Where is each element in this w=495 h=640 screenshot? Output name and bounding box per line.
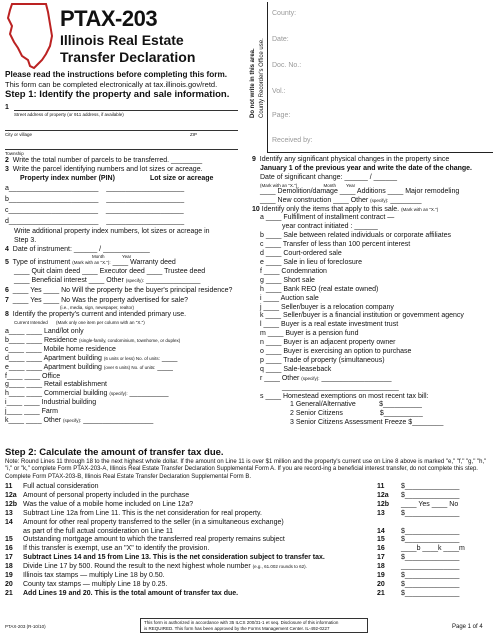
- right-column: [252, 156, 492, 428]
- line18-row[interactable]: 18 Divide Line 17 by 500. Round the result to the next highest whole number (e.g., 61.002 rounds to 62). 18 _______________: [5, 563, 460, 571]
- city-label: City or village: [5, 132, 33, 137]
- line6[interactable]: 6 ____ Yes ____ No Will the property be the buyer's principal residence?: [5, 287, 233, 294]
- sale-item-e[interactable]: e ____ Sale in lieu of foreclosure: [260, 258, 362, 266]
- use-item-f[interactable]: f____ ____ Office: [5, 372, 61, 380]
- date-label: Date:: [272, 36, 289, 43]
- line7-note: (i.e., media, sign, newspaper, realtor): [60, 305, 135, 310]
- use-item-j[interactable]: j____ ____ Farm: [5, 408, 58, 416]
- illinois-map-icon: [6, 2, 54, 70]
- line8-note: (Mark only one item per column with an "X."): [56, 320, 145, 325]
- use-item-a[interactable]: a____ ____ Land/lot only: [5, 328, 84, 335]
- authority-line2: is REQUIRED. This form has been approved by the Forms Management Center. IL-492-0227: [144, 625, 330, 631]
- pin-header: Property index number (PIN): [20, 175, 115, 182]
- line16-row[interactable]: 16 If this transfer is exempt, use an "X" to identify the provision. 16 ____b ____k ____m: [5, 545, 465, 553]
- additional-pins-note-2: Step 3.: [14, 237, 37, 244]
- line10: 10 Identify only the items that apply to this sale. (Mark with an "X."): [252, 205, 439, 213]
- sale-item-q[interactable]: q ____ Sale-leaseback: [260, 365, 332, 373]
- line12b-row[interactable]: 12b Was the value of a mobile home included on Line 12a? 12b ____ Yes ____ No: [5, 500, 459, 508]
- homestead-general[interactable]: 1 General/Alternative $__________: [290, 401, 422, 409]
- form-revision: PTAX-203 (R-10/10): [5, 624, 46, 629]
- line19-row[interactable]: 19 Illinois tax stamps — multiply Line 18 by 0.50. 19 $______________: [5, 572, 460, 580]
- electronic-note: This form can be completed electronically at tax.illinois.gov/retd.: [5, 80, 218, 89]
- use-list: [5, 328, 245, 426]
- vol-label: Vol.:: [272, 88, 286, 95]
- line12a-row[interactable]: 12a Amount of personal property included in the purchase 12a $______________: [5, 491, 460, 499]
- line1-number: 1: [5, 104, 9, 111]
- sale-item-p[interactable]: p ____ Trade of property (simultaneous): [260, 356, 385, 364]
- street-address-field[interactable]: [14, 110, 238, 111]
- township-label: Township: [5, 151, 24, 156]
- additional-pins-note: Write additional property index numbers, lot sizes or acreage in: [14, 228, 210, 235]
- line9: 9 Identify any significant physical changes in the property since: [252, 156, 450, 163]
- line15-row[interactable]: 15 Outstanding mortgage amount to which the transferred real property remains subject 15 $______________: [5, 536, 460, 544]
- sale-item-f[interactable]: f ____ Condemnation: [260, 267, 327, 275]
- use-item-b[interactable]: b____ ____ Residence (single-family, condominium, townhome, or duplex): [5, 336, 181, 344]
- street-label: Street address of property (or 911 address, if available): [14, 112, 124, 117]
- office-box-border: [267, 2, 268, 152]
- form-title-line2: Transfer Declaration: [60, 49, 196, 65]
- step2-lines: [5, 483, 491, 599]
- sale-item-h[interactable]: h ____ Bank REO (real estate owned): [260, 285, 379, 293]
- authority-box: [140, 618, 368, 633]
- sale-item-c[interactable]: c ____ Transfer of less than 100 percent interest: [260, 241, 411, 249]
- received-by-label: Received by:: [272, 137, 313, 144]
- lot-header: Lot size or acreage: [150, 175, 214, 182]
- sale-item-b[interactable]: b ____ Sale between related individuals or corporate affiliates: [260, 232, 451, 240]
- instructions-note: Please read the instructions before completing this form.: [5, 70, 228, 79]
- sale-item-d[interactable]: d ____ Court-ordered sale: [260, 250, 342, 258]
- line8: 8 Identify the property's current and intended primary use.: [5, 311, 187, 318]
- use-item-c[interactable]: c____ ____ Mobile home residence: [5, 345, 116, 353]
- step1-title: Step 1: Identify the property and sale information.: [5, 89, 230, 100]
- pin-row-c[interactable]: c_______________________ ____________________: [5, 207, 184, 214]
- instrument-options-2[interactable]: ____ Beneficial interest ____ Other (specify): ______________: [14, 277, 201, 284]
- step2-title: Step 2: Calculate the amount of transfer tax due.: [5, 447, 224, 458]
- homestead-freeze[interactable]: 3 Senior Citizens Assessment Freeze $________: [290, 419, 444, 427]
- line9-mark: (Mark with an "X.") Month Year: [260, 182, 356, 188]
- office-use-note: Do not write in this area.: [250, 48, 256, 118]
- sale-item-o[interactable]: o ____ Buyer is exercising an option to purchase: [260, 348, 412, 356]
- sale-item-l[interactable]: l ____ Buyer is a real estate investment trust: [260, 321, 399, 329]
- use-item-k[interactable]: k____ ____ Other (specify): __________________: [5, 417, 154, 425]
- pin-row-a[interactable]: a_______________________ ____________________: [5, 185, 185, 192]
- instrument-options-1[interactable]: ____ Quit claim deed ____ Executor deed ____ Trustee deed: [14, 268, 206, 275]
- line9-options-1[interactable]: ____ Demolition/damage ____ Additions ____ Major remodeling: [260, 187, 460, 195]
- zip-label: ZIP: [190, 132, 198, 137]
- line17-row[interactable]: 17 Subtract Lines 14 and 15 from Line 13. This is the net consideration subject to transfer tax. 17 $______________: [5, 554, 460, 562]
- sale-item-n[interactable]: n ____ Buyer is an adjacent property owner: [260, 339, 396, 347]
- doc-no-label: Doc. No.:: [272, 62, 302, 69]
- line14-row: 14 Amount for other real property transferred to the seller (in a simultaneous exchange): [5, 518, 284, 526]
- line21-row[interactable]: 21 Add Lines 19 and 20. This is the total amount of transfer tax due. 21 $______________: [5, 589, 460, 597]
- line8-columns: Current Intended: [14, 320, 48, 325]
- form-title-line1: Illinois Real Estate: [60, 32, 184, 48]
- line4[interactable]: 4 Date of instrument: ______ / ____________: [5, 246, 150, 253]
- office-box-bottom: [267, 152, 493, 153]
- use-item-i[interactable]: i____ ____ Industrial building: [5, 399, 97, 407]
- line4-year: Year: [122, 254, 132, 259]
- line9-b: January 1 of the previous year and write the date of the change.: [260, 164, 472, 172]
- sale-item-j[interactable]: j ____ Seller/buyer is a relocation company: [260, 303, 394, 311]
- line9-options-2[interactable]: ____ New construction ____ Other (specify): ________: [260, 196, 422, 204]
- line4-month: Month: [92, 254, 105, 259]
- homestead-senior[interactable]: 2 Senior Citizens $__________: [290, 410, 423, 418]
- line7[interactable]: 7 ____ Yes ____ No Was the property advertised for sale?: [5, 297, 189, 304]
- line20-row[interactable]: 20 County tax stamps — multiply Line 18 by 0.25. 20 $______________: [5, 580, 460, 588]
- use-item-d[interactable]: d____ ____ Apartment building (6 units or less) No. of units: ____: [5, 354, 178, 362]
- sale-item-m[interactable]: m ____ Buyer is a pension fund: [260, 330, 359, 338]
- office-use-note-2: County Recorder's Office use.: [259, 38, 265, 118]
- sale-item-k[interactable]: k ____ Seller/buyer is a financial institution or government agency: [260, 312, 464, 320]
- line13-row[interactable]: 13 Subtract Line 12a from Line 11. This is the net consideration for real property. 13 $______________: [5, 509, 460, 517]
- use-item-h[interactable]: h____ ____ Commercial building (specify): __________: [5, 390, 169, 398]
- line5: 5 Type of instrument (Mark with an "X."): ____ Warranty deed: [5, 259, 176, 266]
- page-label: Page:: [272, 112, 291, 119]
- line2: 2 Write the total number of parcels to be transferred. ________: [5, 157, 203, 164]
- use-item-e[interactable]: e____ ____ Apartment building (over 6 units) No. of units: ____: [5, 363, 173, 371]
- township-field[interactable]: [5, 149, 238, 150]
- sale-item-a[interactable]: a ____ Fulfillment of installment contract —: [260, 214, 395, 222]
- city-field[interactable]: [5, 130, 238, 131]
- use-item-g[interactable]: g____ ____ Retail establishment: [5, 381, 107, 389]
- step2-note: Note: Round Lines 11 through 18 to the next highest whole dollar. If the amount on Line 11 is over $1 million and the property's current use on Line 8 above is marked "e," "f," "g," "h," "i," or "k," complete Form PTAX-203-A, Illinois Real Estate Transfer Declaration Supplemental Form A. If you are record-ing a beneficial interest transfer, do not complete this step. Complete Form PTAX-203-B, Illinois Real Estate Transfer Declaration Supplemental Form B.: [5, 459, 487, 480]
- line11-row[interactable]: 11 Full actual consideration 11 $______________: [5, 483, 460, 490]
- sale-item-i[interactable]: i ____ Auction sale: [260, 294, 319, 302]
- sale-item-r[interactable]: r ____ Other (specify): __________________: [260, 374, 392, 382]
- page-number: Page 1 of 4: [452, 624, 483, 630]
- sale-item-a-year[interactable]: year contract initiated : ______: [282, 223, 378, 231]
- sale-item-r-line2[interactable]: ______________________________: [282, 383, 399, 391]
- form-number: PTAX-203: [60, 6, 158, 31]
- sale-item-g[interactable]: g ____ Short sale: [260, 276, 315, 284]
- authority-line1: This form is authorized in accordance with 35 ILCS 200/31-1 et seq. Disclosure of this information: [144, 620, 339, 625]
- county-label: County:: [272, 10, 297, 17]
- line14-row-2[interactable]: as part of the full actual consideration on Line 11 14 $______________: [23, 527, 460, 535]
- homestead-heading: s ____ Homestead exemptions on most recent tax bill:: [260, 392, 429, 400]
- pin-row-b[interactable]: b_______________________ ____________________: [5, 196, 185, 203]
- line9-date[interactable]: Date of significant change: ______ / ______: [260, 173, 397, 181]
- pin-row-d[interactable]: d_______________________ ____________________: [5, 218, 185, 225]
- line3: 3 Write the parcel identifying numbers and lot sizes or acreage.: [5, 166, 203, 173]
